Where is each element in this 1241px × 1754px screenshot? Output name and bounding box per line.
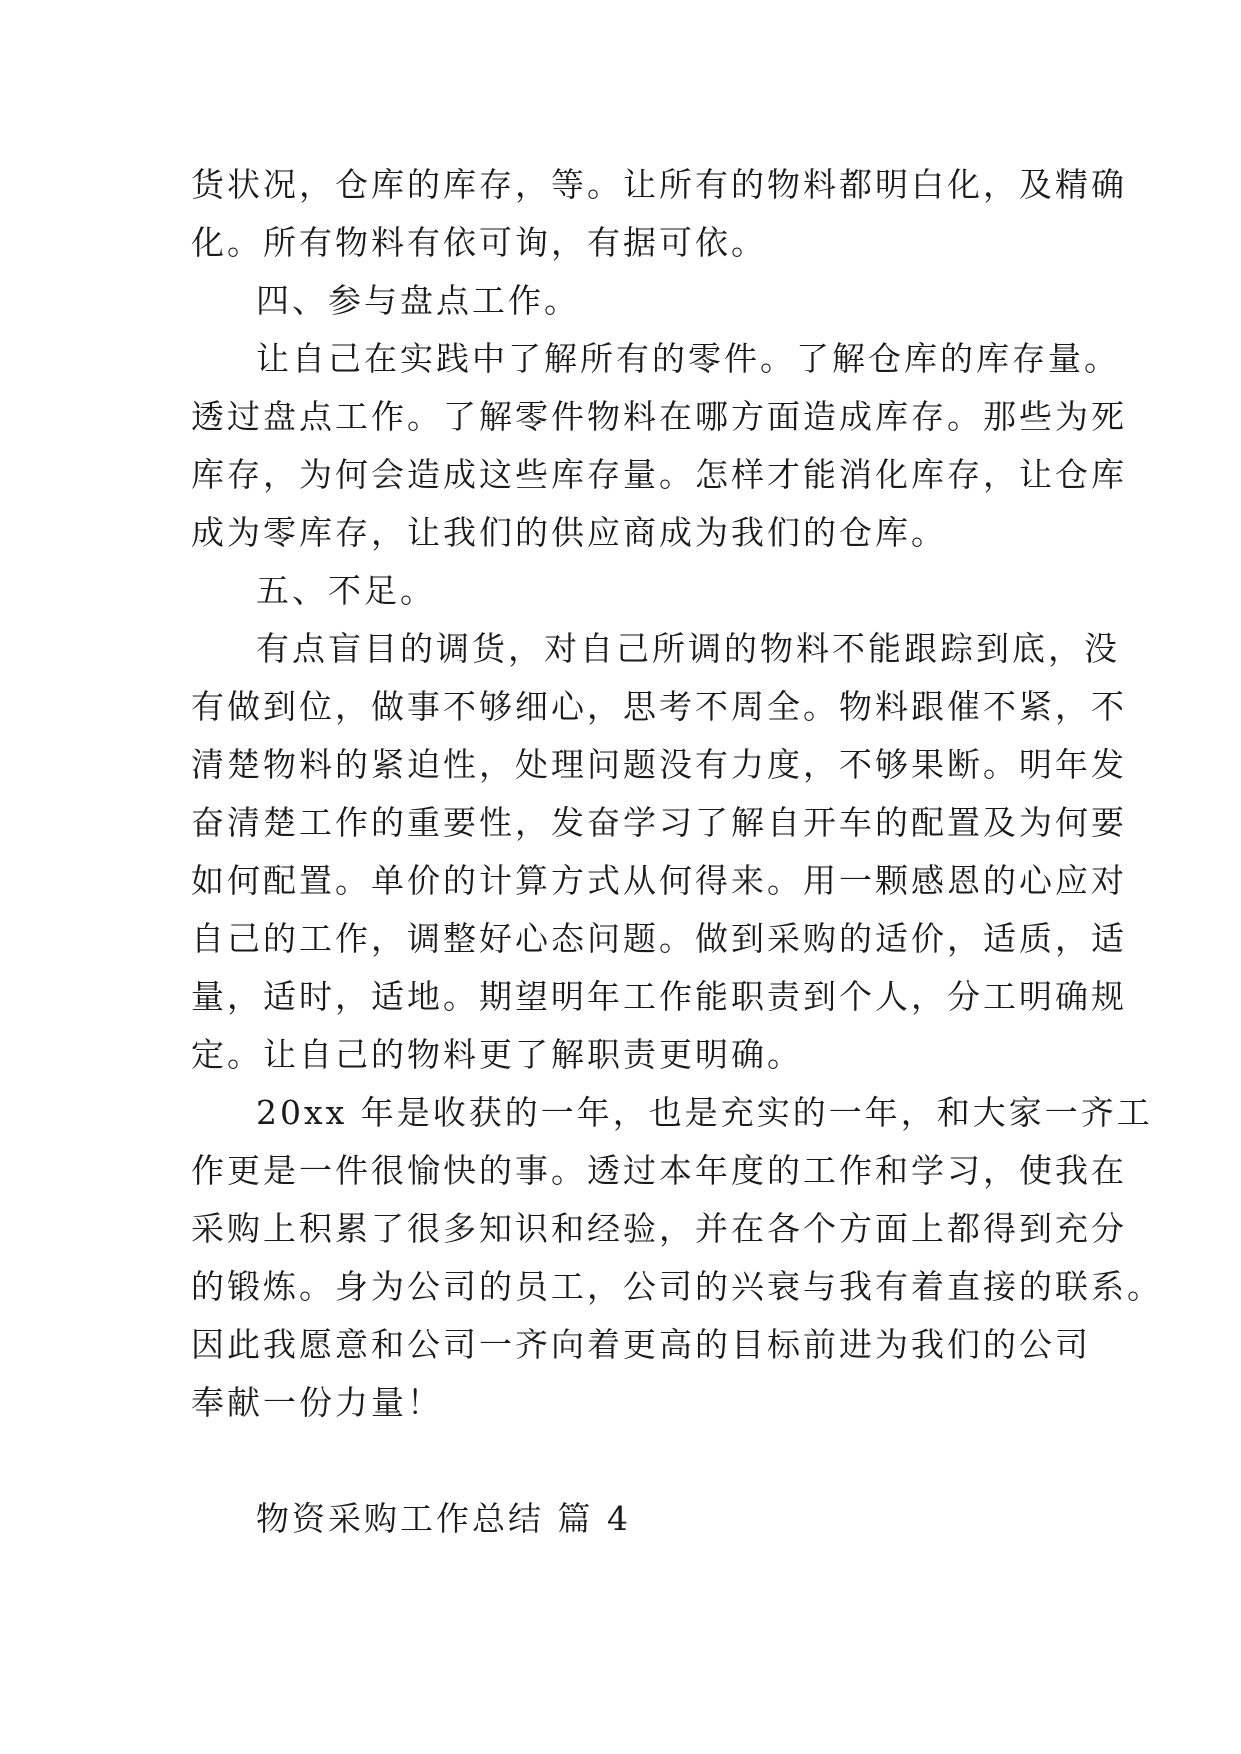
section-heading: 物资采购工作总结 篇 4 (256, 1499, 631, 1538)
text-line: 的锻炼。身为公司的员工，公司的兴衰与我有着直接的联系。 (191, 1267, 1163, 1306)
text-line: 奉献一份力量！ (191, 1383, 443, 1422)
text-line: 库存，为何会造成这些库存量。怎样才能消化库存，让仓库 (191, 455, 1127, 494)
text-line: 有点盲目的调货，对自己所调的物料不能跟踪到底，没 (256, 629, 1120, 668)
text-line: 让自己在实践中了解所有的零件。了解仓库的库存量。 (256, 339, 1120, 378)
text-line: 成为零库存，让我们的供应商成为我们的仓库。 (191, 513, 947, 552)
text-line: 透过盘点工作。了解零件物料在哪方面造成库存。那些为死 (191, 397, 1127, 436)
text-line: 采购上积累了很多知识和经验，并在各个方面上都得到充分 (191, 1209, 1127, 1248)
text-line: 定。让自己的物料更了解职责更明确。 (191, 1035, 803, 1074)
text-line: 如何配置。单价的计算方式从何得来。用一颗感恩的心应对 (191, 861, 1127, 900)
subheading: 五、不足。 (256, 571, 436, 610)
text-line: 因此我愿意和公司一齐向着更高的目标前进为我们的公司 (191, 1325, 1091, 1364)
text-line: 清楚物料的紧迫性，处理问题没有力度，不够果断。明年发 (191, 745, 1127, 784)
text-line: 20xx 年是收获的一年，也是充实的一年，和大家一齐工 (256, 1093, 1153, 1132)
text-line: 作更是一件很愉快的事。透过本年度的工作和学习，使我在 (191, 1151, 1127, 1190)
text-line: 自己的工作，调整好心态问题。做到采购的适价，适质，适 (191, 919, 1127, 958)
text-line: 货状况，仓库的库存，等。让所有的物料都明白化，及精确 (191, 165, 1127, 204)
text-line: 有做到位，做事不够细心，思考不周全。物料跟催不紧，不 (191, 687, 1127, 726)
text-line: 化。所有物料有依可询，有据可依。 (191, 223, 767, 262)
subheading: 四、参与盘点工作。 (256, 281, 580, 320)
text-line: 量，适时，适地。期望明年工作能职责到个人，分工明确规 (191, 977, 1127, 1016)
text-line: 奋清楚工作的重要性，发奋学习了解自开车的配置及为何要 (191, 803, 1127, 842)
